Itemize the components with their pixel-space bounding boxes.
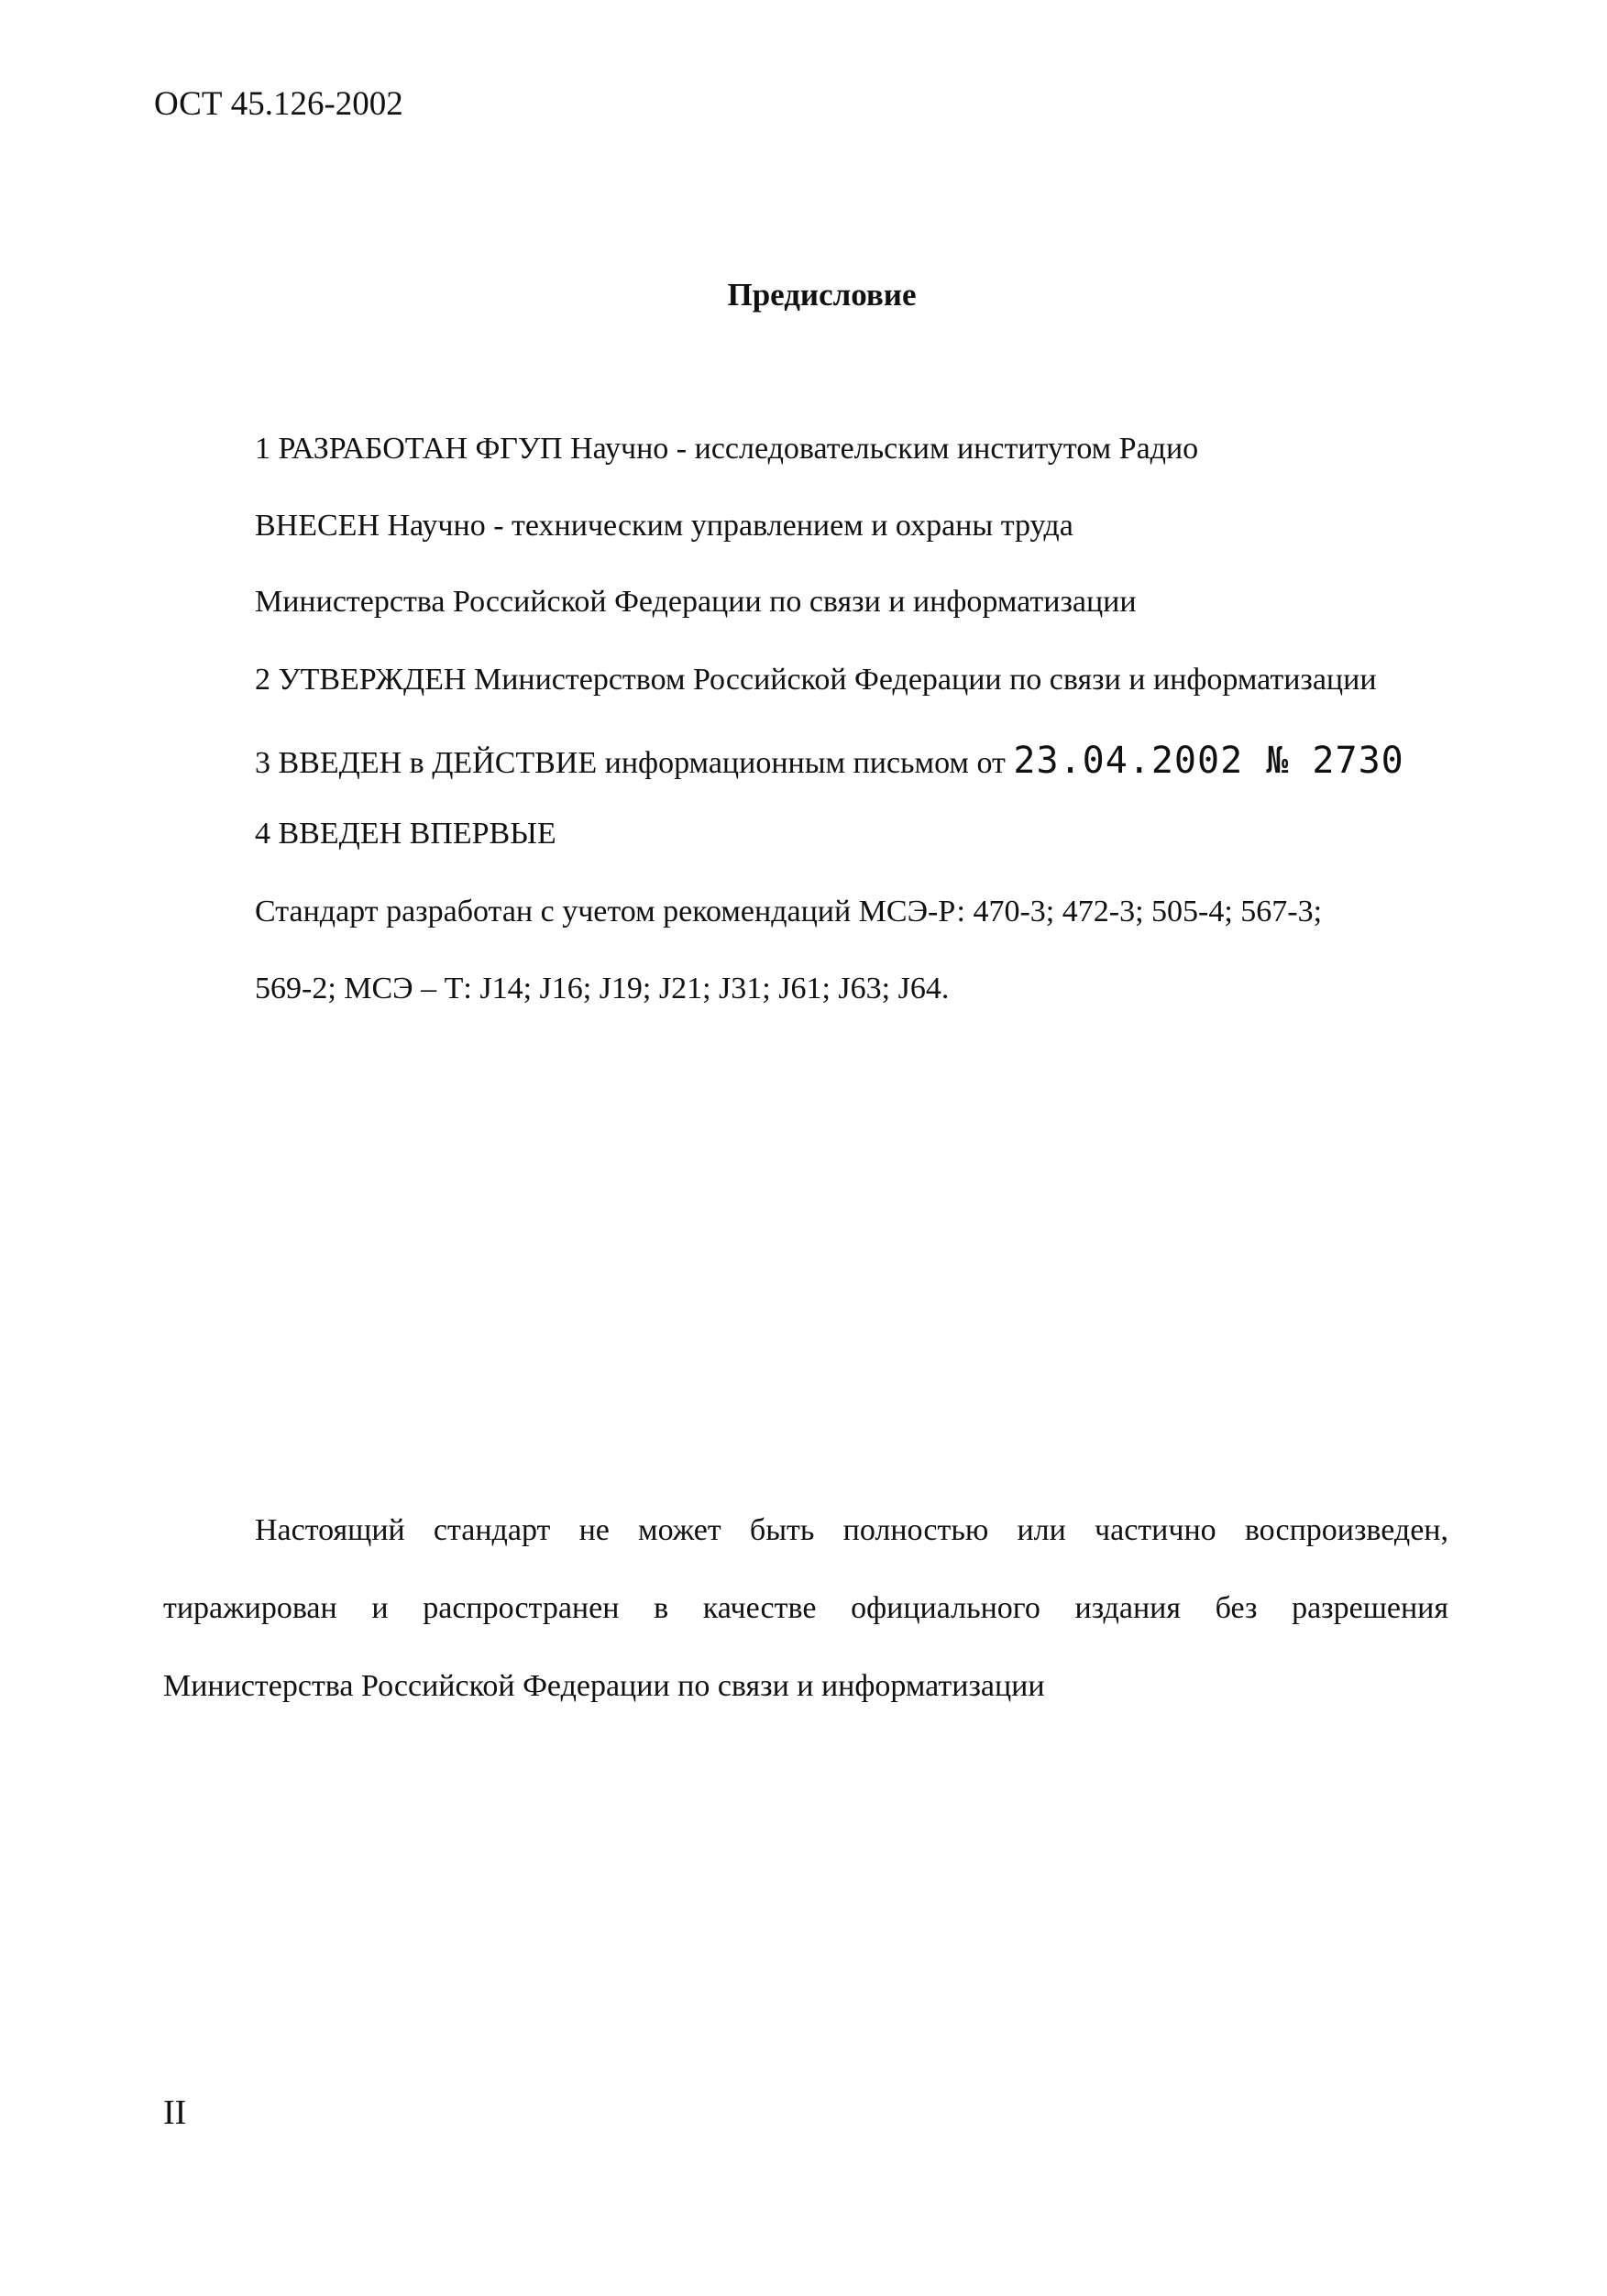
page-number: II bbox=[163, 2093, 187, 2132]
letter-number-stamp: 23.04.2002 № 2730 bbox=[1013, 740, 1404, 782]
item-enacted bbox=[255, 740, 1404, 782]
document-code: ОСТ 45.126-2002 bbox=[154, 85, 403, 123]
notice-line-2: тиражирован и распространен в качестве официального издания без разрешения bbox=[163, 1591, 1448, 1625]
item-submitted-ministry: Министерства Российской Федерации по связи и информатизации bbox=[255, 585, 1137, 619]
item-enacted-text: 3 ВВЕДЕН в ДЕЙСТВИЕ информационным письмом от bbox=[255, 746, 1014, 780]
item-approved: 2 УТВЕРЖДЕН Министерством Российской Федерации по связи и информатизации bbox=[255, 663, 1377, 697]
item-developed: 1 РАЗРАБОТАН ФГУП Научно - исследовательским институтом Радио bbox=[255, 432, 1199, 466]
item-submitted: ВНЕСЕН Научно - техническим управлением и охраны труда bbox=[255, 509, 1073, 543]
reproduction-notice bbox=[163, 1491, 1448, 1725]
page-title: Предисловие bbox=[727, 277, 917, 313]
notice-line-3: Министерства Российской Федерации по связи и информатизации bbox=[163, 1669, 1045, 1703]
item-recommendations: Стандарт разработан с учетом рекомендаций МСЭ-Р: 470-3; 472-3; 505-4; 567-3; bbox=[255, 895, 1323, 928]
notice-line-1: Настоящий стандарт не может быть полностью или частично воспроизведен, bbox=[255, 1513, 1448, 1547]
item-first-introduced: 4 ВВЕДЕН ВПЕРВЫЕ bbox=[255, 817, 556, 851]
item-recommendations-cont: 569-2; МСЭ – Т: J14; J16; J19; J21; J31; J61; J63; J64. bbox=[255, 972, 950, 1005]
